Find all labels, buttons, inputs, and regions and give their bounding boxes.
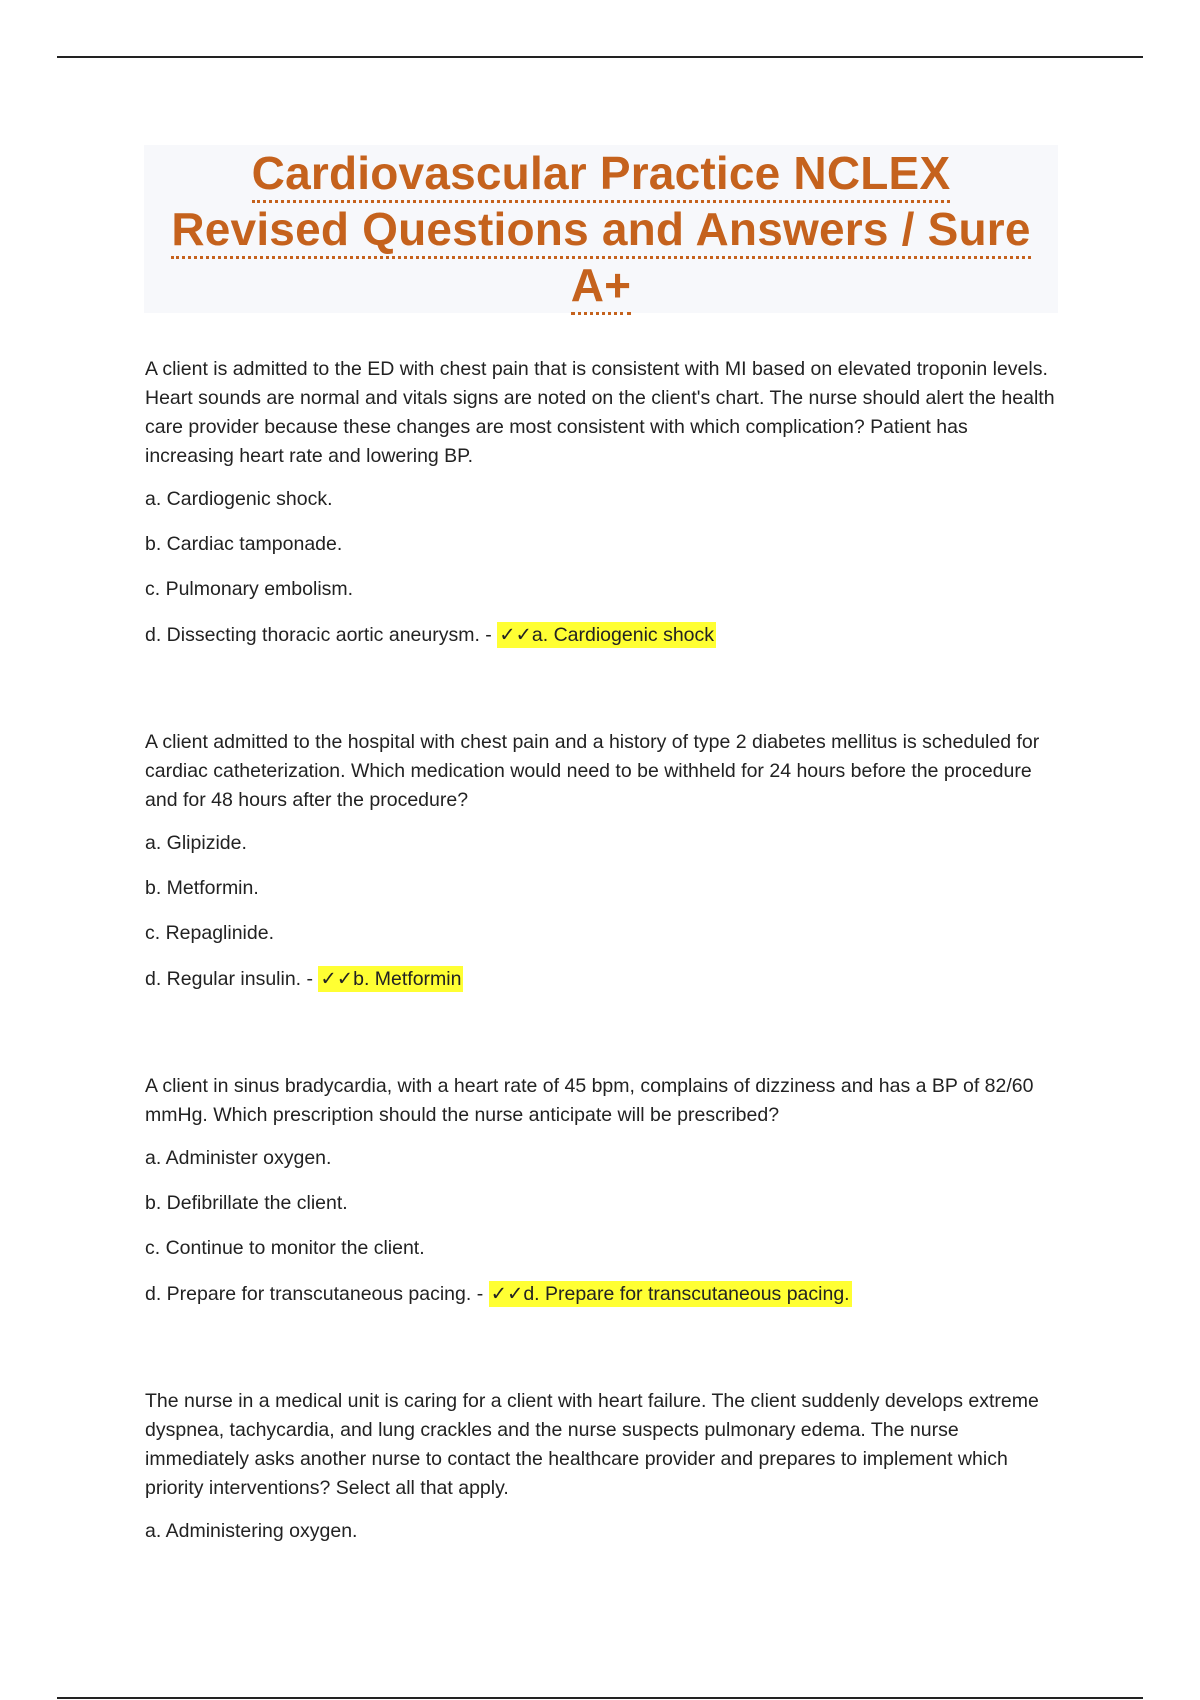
- question-stem: A client is admitted to the ED with chest pain that is consistent with MI based on elevated troponin levels. Heart sounds are normal and vitals signs are noted on the client's chart. The nurse should alert the health care provider because these changes are most consistent with which complication? Patient has increasing heart rate and lowering BP.: [145, 358, 1055, 467]
- question-block-2: [145, 728, 1060, 994]
- answer-highlight: [497, 622, 716, 648]
- answer-highlight: [318, 966, 463, 992]
- answer-text: b. Metformin: [353, 968, 462, 990]
- option-c: c. Pulmonary embolism.: [145, 578, 354, 600]
- question-block-3: [145, 1072, 1060, 1309]
- option-c: c. Repaglinide.: [145, 922, 274, 944]
- bottom-rule: [57, 1697, 1143, 1699]
- title-banner: [144, 145, 1058, 313]
- double-check-icon: ✓✓: [490, 1282, 524, 1305]
- option-d-text: d. Dissecting thoracic aortic aneurysm. -: [145, 624, 492, 646]
- title-line-1: Cardiovascular Practice NCLEX: [144, 145, 1058, 201]
- answer-text: a. Cardiogenic shock: [531, 624, 715, 646]
- option-d-text: d. Regular insulin. -: [145, 968, 313, 990]
- title-line-3: A+: [144, 257, 1058, 313]
- option-c: c. Continue to monitor the client.: [145, 1237, 425, 1259]
- option-b: b. Cardiac tamponade.: [145, 533, 343, 555]
- option-b: b. Metformin.: [145, 877, 259, 899]
- option-d-text: d. Prepare for transcutaneous pacing. -: [145, 1283, 484, 1305]
- question-stem: A client in sinus bradycardia, with a heart rate of 45 bpm, complains of dizziness and has a BP of 82/60 mmHg. Which prescription should the nurse anticipate will be prescribed?: [145, 1075, 1034, 1126]
- option-a: a. Administer oxygen.: [145, 1147, 332, 1169]
- answer-highlight: [489, 1281, 852, 1307]
- document-body: [145, 355, 1060, 1546]
- option-a: a. Administering oxygen.: [145, 1520, 358, 1542]
- top-rule: [57, 56, 1143, 58]
- option-d: [145, 964, 1060, 994]
- option-a: a. Cardiogenic shock.: [145, 488, 333, 510]
- title-line-2: Revised Questions and Answers / Sure: [144, 201, 1058, 257]
- question-stem: A client admitted to the hospital with chest pain and a history of type 2 diabetes mellitus is scheduled for cardiac catheterization. Which medication would need to be withheld for 24 hours before the procedure and for 48 hours after the procedure?: [145, 731, 1040, 811]
- question-block-1: [145, 355, 1060, 650]
- answer-text: d. Prepare for transcutaneous pacing.: [523, 1283, 850, 1305]
- option-d: [145, 620, 1060, 650]
- option-b: b. Defibrillate the client.: [145, 1192, 348, 1214]
- option-d: [145, 1279, 1060, 1309]
- option-a: a. Glipizide.: [145, 832, 247, 854]
- double-check-icon: ✓✓: [499, 623, 532, 646]
- question-block-4: [145, 1387, 1060, 1546]
- double-check-icon: ✓✓: [320, 967, 354, 990]
- question-stem: The nurse in a medical unit is caring for a client with heart failure. The client suddenly develops extreme dyspnea, tachycardia, and lung crackles and the nurse suspects pulmonary edema. The nurse immediately asks another nurse to contact the healthcare provider and prepares to implement which priority interventions? Select all that apply.: [145, 1390, 1039, 1499]
